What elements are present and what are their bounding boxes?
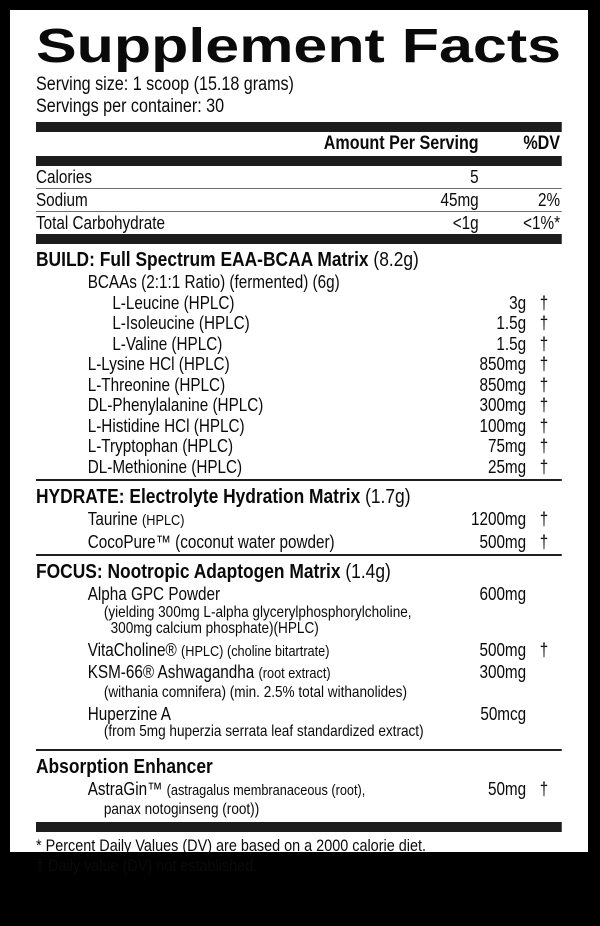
section-divider (36, 554, 562, 556)
nutrient-name: Sodium (36, 190, 88, 210)
ingredient-subnote: (from 5mg huperzia serrata leaf standardized extract) (103, 723, 424, 740)
ingredient-row (36, 293, 562, 314)
ingredient-amount: 50mg (487, 779, 527, 799)
section-divider (36, 749, 562, 751)
section-heading-text: FOCUS: Nootropic Adaptogen Matrix (36, 560, 341, 583)
ingredient-amount: 500mg (479, 639, 527, 660)
ingredient-dv (526, 704, 562, 725)
thick-rule (36, 122, 562, 132)
column-header-amount: Amount Per Serving (323, 133, 479, 154)
ingredient-name: VitaCholine® (87, 639, 177, 660)
section-heading-absorption (36, 755, 562, 779)
ingredient-row (36, 640, 562, 663)
ingredient-amount: 1.5g (496, 333, 527, 354)
ingredient-row (36, 272, 562, 293)
ingredient-note: (astragalus membranaceous (root), (166, 782, 366, 799)
ingredient-amount: 850mg (479, 374, 527, 395)
ingredient-row (36, 584, 562, 605)
ingredient-name: AstraGin™ (87, 779, 163, 799)
ingredient-dv: † (539, 354, 549, 374)
nutrient-amount: <1g (452, 213, 479, 233)
label-body (36, 74, 562, 876)
ingredient-name: L-Leucine (HPLC) (112, 292, 235, 313)
ingredient-dv: † (539, 639, 549, 660)
ingredient-row (36, 395, 562, 416)
ingredient-subnote: (withania comnifera) (min. 2.5% total withanolides) (103, 683, 407, 701)
ingredient-name: L-Isoleucine (HPLC) (112, 313, 250, 333)
section-heading-text: Absorption Enhancer (36, 755, 213, 778)
ingredient-row (36, 662, 562, 685)
ingredient-amount: 50mcg (480, 703, 527, 724)
serving-size: Serving size: 1 scoop (15.18 grams) (36, 74, 294, 95)
ingredient-dv: † (539, 779, 549, 799)
ingredient-subnote: panax notoginseng (root)) (103, 800, 260, 818)
section-divider (36, 479, 562, 481)
ingredient-dv: † (539, 395, 549, 415)
ingredient-row (36, 704, 562, 725)
ingredient-dv: † (539, 509, 549, 529)
ingredient-row (36, 779, 562, 802)
ingredient-name: KSM-66® Ashwagandha (87, 662, 255, 682)
ingredient-dv: † (539, 415, 549, 436)
section-heading-build (36, 248, 562, 272)
ingredient-subnote: (yielding 300mg L-alpha glycerylphosphorylcholine, (103, 603, 412, 621)
nutrient-amount: 45mg (440, 190, 479, 210)
ingredient-dv (526, 662, 562, 685)
nutrient-dv: 2% (538, 190, 561, 210)
footnote-dagger: † Daily value (DV) not established. (36, 855, 258, 875)
ingredient-amount: 300mg (479, 662, 527, 682)
thick-rule (36, 822, 562, 832)
ingredient-row (36, 416, 562, 437)
ingredient-dv: † (539, 374, 549, 395)
ingredient-name: L-Lysine HCl (HPLC) (87, 354, 230, 374)
supplement-facts-label (10, 10, 588, 875)
ingredient-dv: † (539, 333, 549, 354)
ingredient-subnote: 300mg calcium phosphate)(HPLC) (110, 619, 319, 637)
nutrient-amount: 5 (470, 167, 479, 187)
ingredient-name: DL-Methionine (HPLC) (87, 456, 243, 477)
ingredient-amount: 850mg (479, 354, 527, 374)
ingredient-amount: 75mg (487, 436, 527, 456)
ingredient-note: (root extract) (258, 665, 331, 682)
ingredient-row (36, 375, 562, 396)
ingredient-dv: † (539, 292, 549, 313)
ingredient-row (36, 457, 562, 478)
ingredient-dv: † (539, 456, 549, 477)
ingredient-row (36, 354, 562, 375)
section-heading-weight: (1.4g) (345, 560, 391, 583)
section-heading-weight: (1.7g) (365, 485, 411, 508)
thick-rule (36, 156, 562, 166)
ingredient-dv (526, 272, 562, 293)
ingredient-name: CocoPure™ (coconut water powder) (87, 531, 335, 552)
ingredient-row (36, 532, 562, 553)
footnote-dv: * Percent Daily Values (DV) are based on a 2000 calorie diet. (36, 835, 426, 855)
ingredient-name: L-Tryptophan (HPLC) (87, 436, 234, 456)
ingredient-name: L-Threonine (HPLC) (87, 374, 226, 395)
ingredient-amount: 300mg (479, 395, 527, 415)
ingredient-name: L-Valine (HPLC) (112, 333, 223, 354)
ingredient-dv: † (539, 436, 549, 456)
nutrient-dv (479, 166, 562, 188)
ingredient-name: Taurine (87, 509, 138, 529)
ingredient-dv: † (539, 531, 549, 552)
ingredient-row (36, 313, 562, 334)
ingredient-amount: 100mg (479, 415, 527, 436)
ingredient-amount: 1200mg (470, 509, 527, 529)
ingredient-dv: † (539, 313, 549, 333)
ingredient-row (36, 436, 562, 457)
column-header-dv: %DV (523, 133, 561, 154)
label-title: Supplement Facts (36, 20, 562, 73)
label-title-block (36, 22, 588, 74)
nutrient-name: Total Carbohydrate (36, 213, 165, 233)
ingredient-name: Huperzine A (87, 703, 171, 724)
nutrient-name: Calories (36, 167, 92, 187)
ingredient-amount: 600mg (479, 584, 527, 604)
servings-per-container: Servings per container: 30 (36, 95, 225, 117)
nutrient-row-sodium (36, 189, 562, 212)
ingredient-note: (HPLC) (142, 512, 185, 529)
footnotes (36, 836, 562, 876)
section-heading-weight: (8.2g) (373, 248, 419, 271)
section-heading-text: HYDRATE: Electrolyte Hydration Matrix (36, 485, 361, 508)
ingredient-amount: 25mg (487, 456, 527, 477)
ingredient-row (36, 509, 562, 532)
ingredient-row (36, 334, 562, 355)
ingredient-name: Alpha GPC Powder (87, 584, 221, 604)
ingredient-name: DL-Phenylalanine (HPLC) (87, 395, 264, 415)
thick-rule (36, 234, 562, 244)
ingredient-note: (HPLC) (choline bitartrate) (181, 642, 330, 660)
section-heading-hydrate (36, 485, 562, 509)
nutrient-dv: <1%* (523, 213, 561, 233)
nutrient-row-total-carbohydrate (36, 212, 562, 234)
ingredient-name: L-Histidine HCl (HPLC) (87, 415, 245, 436)
ingredient-dv (526, 584, 562, 605)
column-header-row (36, 132, 562, 156)
ingredient-amount: 500mg (479, 531, 527, 552)
nutrient-row-calories (36, 166, 562, 189)
ingredient-name: BCAAs (2:1:1 Ratio) (fermented) (6g) (87, 272, 340, 292)
ingredient-amount: 1.5g (496, 313, 527, 333)
section-heading-text: BUILD: Full Spectrum EAA-BCAA Matrix (36, 248, 369, 271)
section-heading-focus (36, 560, 562, 584)
ingredient-amount: 3g (509, 292, 527, 313)
